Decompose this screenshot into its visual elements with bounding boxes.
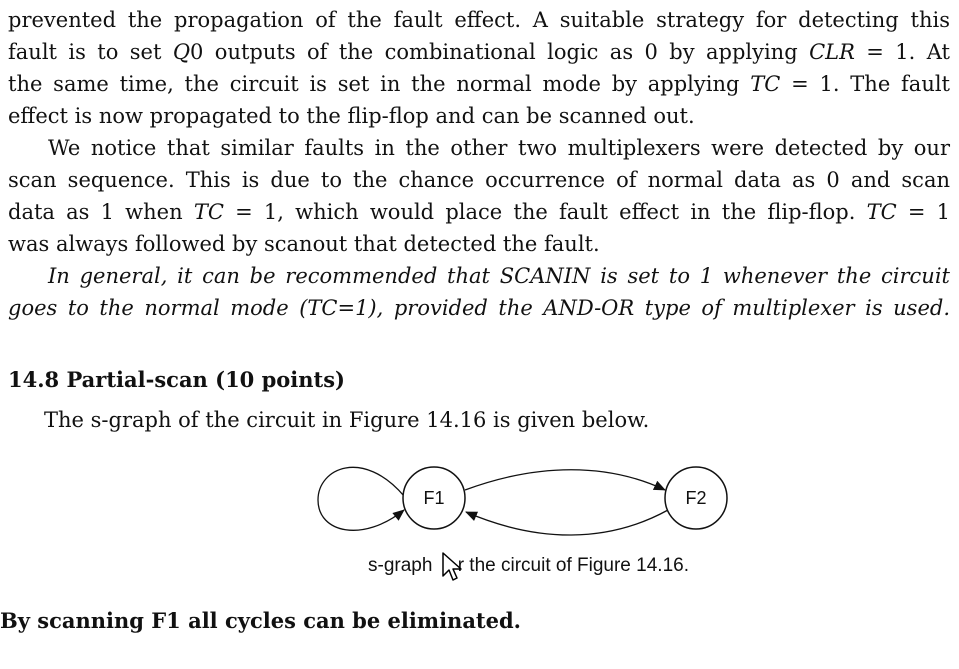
edge-f2-to-f1	[466, 510, 668, 535]
paragraph-recommendation	[8, 260, 950, 324]
text-run: = 1	[896, 200, 951, 224]
text-line: We notice that similar faults in the other two multiplexers were detected by our	[48, 136, 950, 160]
text-line: goes to the normal mode (TC=1), provided the AND-OR type of multiplexer is used.	[8, 296, 950, 320]
text-line: was always followed by scanout that detected the fault.	[8, 232, 600, 256]
edge-f1-to-f2	[465, 470, 665, 490]
text-run: = 1, which would place the fault effect in the flip-flop.	[223, 200, 867, 224]
math-tc: TC	[193, 200, 224, 224]
text-run: In general, it can be recommended that	[48, 264, 500, 288]
text-line	[8, 68, 950, 100]
text-line	[8, 260, 950, 292]
math-q0: Q0	[172, 40, 204, 64]
math-tc: TC	[866, 200, 897, 224]
text-line: prevented the propagation of the fault effect. A suitable strategy for detecting this	[8, 8, 950, 32]
text-run: outputs of the combinational logic as 0 by applying	[203, 40, 810, 64]
text-line	[8, 196, 950, 228]
paragraph-fault-strategy	[8, 4, 950, 132]
text-line: scan sequence. This is due to the chance occurrence of normal data as 0 and scan	[8, 168, 950, 192]
mouse-cursor-icon	[441, 552, 463, 584]
s-graph-diagram	[308, 458, 738, 548]
text-run: fault is to set	[8, 40, 173, 64]
text-run: = 1. The fault	[780, 72, 951, 96]
conclusion-text: By scanning F1 all cycles can be eliminated.	[0, 608, 521, 633]
section-intro: The s-graph of the circuit in Figure 14.16 is given below.	[44, 408, 650, 432]
node-f2-label: F2	[685, 488, 707, 508]
section-heading: 14.8 Partial-scan (10 points)	[8, 367, 345, 392]
text-run: the same time, the circuit is set in the normal mode by applying	[8, 72, 751, 96]
text-run: data as 1 when	[8, 200, 194, 224]
node-f1-label: F1	[423, 488, 445, 508]
math-scanin: SCANIN	[499, 264, 591, 288]
text-line: effect is now propagated to the flip-flop and can be scanned out.	[8, 104, 695, 128]
text-run: = 1. At	[854, 40, 950, 64]
document-page	[8, 4, 951, 432]
math-clr: CLR	[809, 40, 855, 64]
figure-caption: s-graph r the circuit of Figure 14.16.	[368, 555, 689, 576]
math-tc: TC	[750, 72, 781, 96]
paragraph-similar-faults	[8, 132, 950, 260]
text-run: is set to 1 whenever the circuit	[590, 264, 950, 288]
text-line	[8, 36, 950, 68]
self-loop-edge-f1	[318, 467, 404, 530]
